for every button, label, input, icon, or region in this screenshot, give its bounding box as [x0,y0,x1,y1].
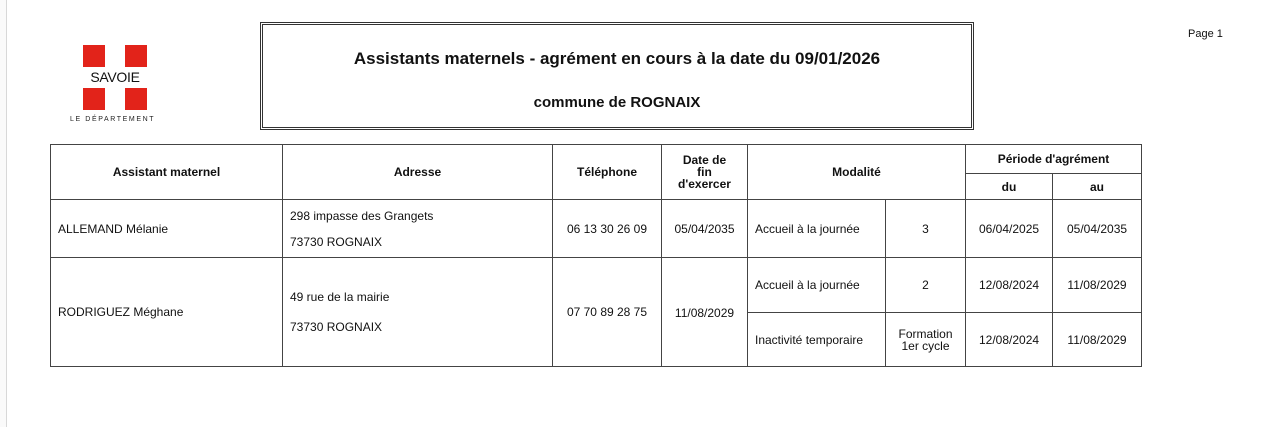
logo-tagline: LE DÉPARTEMENT [70,116,156,123]
assistant-phone: 06 13 30 26 09 [553,200,662,258]
logo-square-bottom-right [125,88,147,110]
header-assistant: Assistant maternel [51,145,283,200]
page-left-edge [0,0,7,427]
header-telephone: Téléphone [553,145,662,200]
header-date-fin-line: Date de [682,153,727,167]
logo-square-top-right [125,45,147,67]
header-modalite: Modalité [748,145,966,200]
assistant-name: ALLEMAND Mélanie [51,200,283,258]
header-periode: Période d'agrément [966,145,1142,174]
header-date-fin-line: fin [697,165,712,179]
period-au: 11/08/2029 [1053,313,1142,367]
period-du: 12/08/2024 [966,258,1053,313]
table-row [51,258,1142,313]
table-header-row [51,145,1142,174]
table-row [51,200,1142,258]
logo-square-bottom-left [83,88,105,110]
title-box [260,22,974,130]
header-du: du [966,174,1053,200]
modality-detail-line: Formation [898,326,953,341]
period-au: 11/08/2029 [1053,258,1142,313]
period-au: 05/04/2035 [1053,200,1142,258]
assistant-phone: 07 70 89 28 75 [553,258,662,367]
modality-type: Accueil à la journée [748,200,886,258]
header-date-fin-line: d'exercer [678,177,731,191]
logo-square-top-left [83,45,105,67]
header-au: au [1053,174,1142,200]
modality-detail: 3 [886,200,966,258]
period-du: 06/04/2025 [966,200,1053,258]
savoie-logo [70,45,175,130]
end-date: 11/08/2029 [662,258,748,367]
logo-word: SAVOIE [90,69,140,85]
modality-detail-line: 1er cycle [901,338,950,353]
address-line-2: 73730 ROGNAIX [290,234,383,249]
modality-detail [886,313,966,367]
modality-detail: 2 [886,258,966,313]
period-du: 12/08/2024 [966,313,1053,367]
page-number: Page 1 [1188,28,1223,40]
end-date: 05/04/2035 [662,200,748,258]
modality-type: Accueil à la journée [748,258,886,313]
header-date-fin [662,145,748,200]
assistant-name: RODRIGUEZ Méghane [51,258,283,367]
document-subtitle: commune de ROGNAIX [533,94,701,111]
agrement-table [50,144,1142,367]
header-adresse: Adresse [283,145,553,200]
modality-type: Inactivité temporaire [748,313,886,367]
address-line-2: 73730 ROGNAIX [290,320,383,334]
assistant-address [283,200,553,258]
assistant-address [283,258,553,367]
address-line-1: 49 rue de la mairie [290,290,390,304]
address-line-1: 298 impasse des Grangets [290,208,434,223]
document-title: Assistants maternels - agrément en cours à la date du 09/01/2026 [353,49,881,68]
